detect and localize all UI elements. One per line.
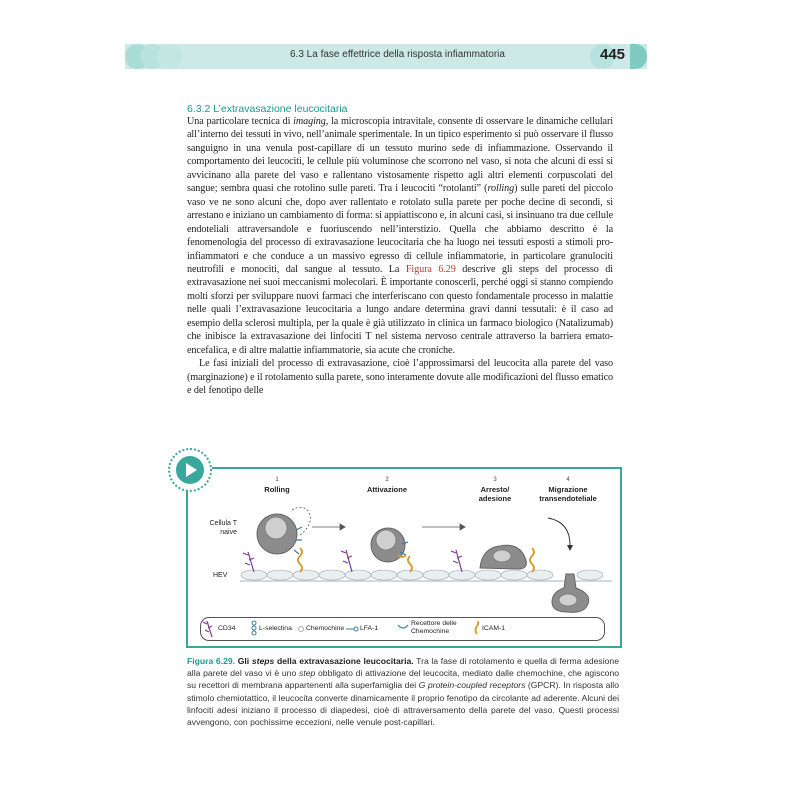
arrow-icon (422, 524, 465, 530)
legend-chemokine-label: Chemochine (306, 625, 345, 632)
icam1-icon (530, 548, 534, 572)
arrow-icon (312, 524, 345, 530)
paragraph-2: Le fasi iniziali del processo di extravasazione, cioè l’approssimarsi del leucocita alla parete del vaso (marginazione) e il rotolamento sulla parete, sono interamente dovute alle modificazioni del flusso ematico e del fenotipo delle (187, 358, 613, 397)
caption-title: Gli steps della extravasazione leucocitaria. (237, 656, 414, 666)
step-3-title: Arresto/ adesione (478, 485, 512, 503)
step-2-title: Attivazione (366, 485, 407, 494)
t-cell-rolling (257, 507, 310, 554)
figure-reference-link[interactable]: Figura 6.29 (405, 263, 456, 275)
play-icon[interactable] (186, 463, 197, 477)
step-1-title: Rolling (264, 485, 290, 494)
legend-receptor-label: Recettore delle Chemochine (411, 620, 457, 635)
figure-caption: Figura 6.29. Gli steps della extravasazione leucocitaria. Tra la fase di rotolamento e quella di ferma adesione alla parete del vaso vi è uno step obbligato di attivazione del leucocita, mediato dalle chemochine, che agiscono su recettori di membrana appartenenti alla superfamiglia dei G protein-coupled receptors (GPCR). In risposta allo stimolo chemiotattico, il leucocita converte dinamicamente il proprio fenotipo da circolante ad aderente. Alcuni dei linfociti adesi iniziano il processo di diapedesi, cioè di attraversamento della parete del vaso. Questi processi avvengono, con pochissime eccezioni, nelle venule post-capillari. (187, 656, 619, 728)
step-4-number: 4 (566, 477, 570, 483)
section-title: 6.3.2 L’extravasazione leucocitaria (187, 103, 348, 115)
legend-cd34-label: CD34 (218, 625, 236, 632)
hev-label: HEV (213, 572, 228, 579)
legend-lselectin-label: L-selectina (259, 625, 292, 632)
legend-lfa1-label: LFA-1 (360, 625, 379, 632)
t-cell-arrest (480, 545, 526, 569)
step-2-number: 2 (385, 477, 389, 483)
step-1-number: 1 (275, 477, 279, 483)
step-3-number: 3 (493, 477, 497, 483)
cd34-icon (243, 552, 254, 572)
t-cell-migrating (552, 574, 589, 612)
step-4-title: Migrazione transendoteliale (539, 485, 597, 503)
endothelium (241, 570, 603, 580)
migration-arrow-icon (548, 518, 570, 545)
legend-icam1-label: ICAM-1 (482, 625, 506, 632)
cd34-icon (341, 550, 352, 572)
icam1-icon (408, 556, 412, 572)
page-number: 445 (600, 46, 626, 63)
paragraph-1: Una particolare tecnica di imaging, la microscopia intravitale, consente di osservare le dinamiche cellulari all’interno dei tessuti in vivo, nell’animale sperimentale. In un tipico esperimento si può osservare il flusso sanguigno in una venula post-capillare di un tessuto murino sede di infiammazione. Osservando il comportamento dei leucociti, le cellule più voluminose che scorrono nel vaso, si nota che alcuni di essi si avvicinano alla parete del vaso e rallentano vistosamente rispetto agli altri elementi corpuscolati del sangue; sembra quasi che rotolino sulle pareti. Tra i leucociti “rotolanti” (rolling) sulle pareti del piccolo vaso ve ne sono alcuni che, dopo aver rallentato e rotolato sulla parete per poche decine di secondi, si arrestano e iniziano un cambiamento di forma: si appiattiscono e, in alcuni casi, si insinuano tra due cellule endoteliali attraversandole e fuoriuscendo nell’interstizio. Quella che abbiamo descritto è la fenomenologia del processo di extravasazione leucocitaria che ha luogo nei tessuti esposti a stimoli pro-infiammatori e che conduce a un massivo egresso di cellule infiammatorie, in particolare granulociti neutrofili e monociti, dal sangue al tessuto. La Figura 6.29 descrive gli steps del processo di extravasazione nei suoi meccanismi molecolari. È importante conoscerli, perché oggi si stanno compiendo molti sforzi per sviluppare nuovi farmaci che interferiscano con questo fondamentale processo in malattie nelle quali l’extravasazione leucocitaria a lungo andare determina gravi danni tessutali: è il caso ad esempio della sclerosi multipla, per la quale è già utilizzato in clinica un farmaco biologico (Natalizumab) che inibisce la extravasazione dei linfociti T nel sistema nervoso centrale attraverso la barriera emato-encefalica, e di altre malattie infiammatorie, sia acute che croniche. (187, 116, 614, 356)
icam1-icon (298, 548, 302, 572)
running-header-title: 6.3 La fase effettrice della risposta infiammatoria (290, 49, 505, 60)
caption-label: Figura 6.29. (187, 656, 236, 666)
cell-label: Cellula T naive (209, 520, 237, 536)
t-cell-activation (371, 528, 408, 562)
cd34-icon (451, 550, 462, 572)
